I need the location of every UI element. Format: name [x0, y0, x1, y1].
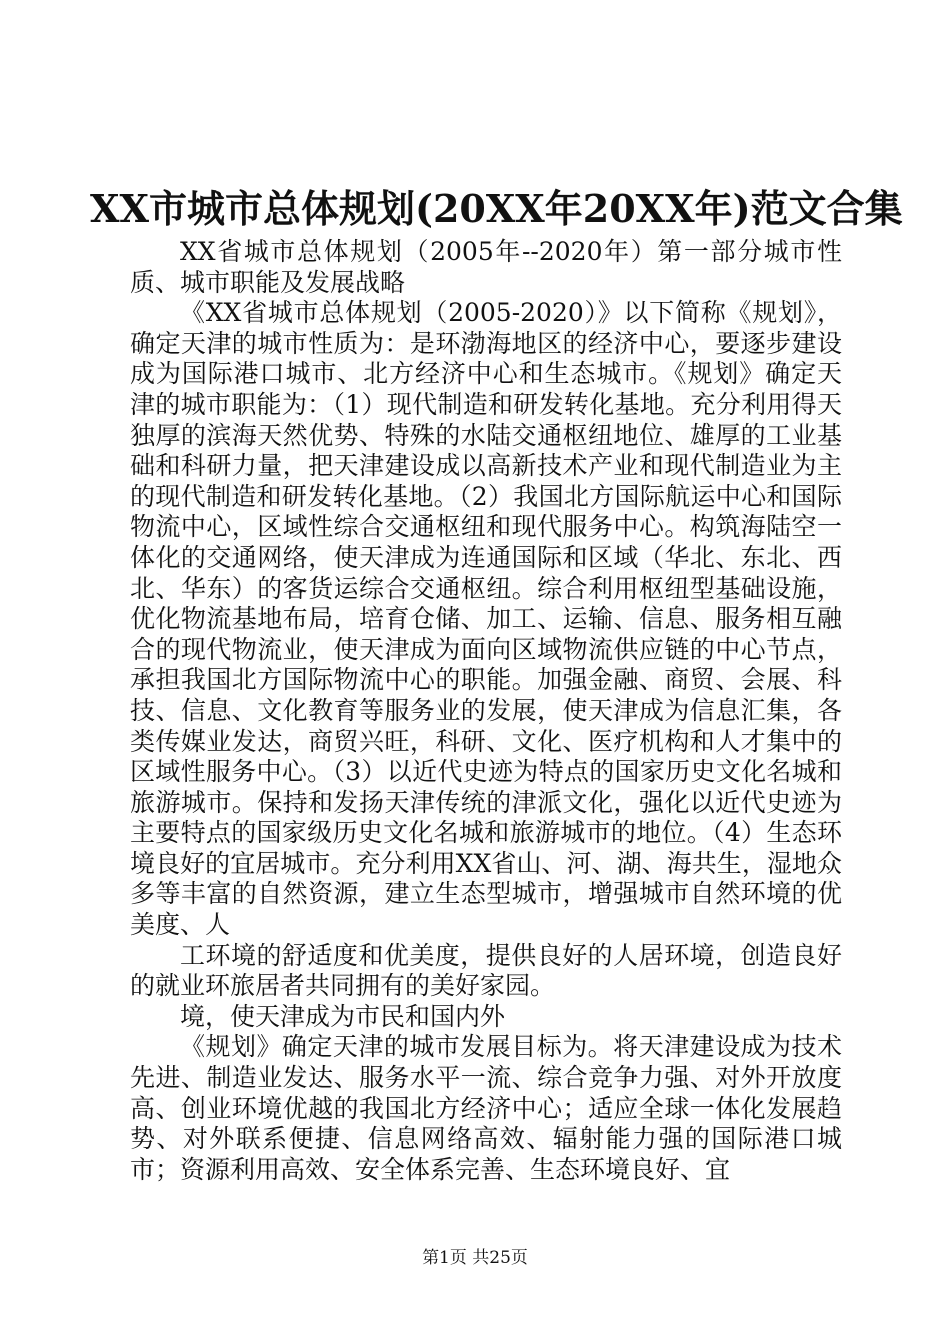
paragraph-3: 工环境的舒适度和优美度，提供良好的人居环境，创造良好的就业环旅居者共同拥有的美好家园。: [130, 940, 842, 1001]
document-title: XX市城市总体规划(20XX年20XX年)范文合集: [90, 186, 903, 231]
document-body: [130, 237, 842, 1185]
page-footer: 第1页 共25页: [422, 1248, 528, 1268]
paragraph-5: 《规划》确定天津的城市发展目标为。将天津建设成为技术先进、制造业发达、服务水平一流、综合竞争力强、对外开放度高、创业环境优越的我国北方经济中心；适应全球一体化发展趋势、对外联系便捷、信息网络高效、辐射能力强的国际港口城市；资源利用高效、安全体系完善、生态环境良好、宜: [130, 1032, 842, 1184]
paragraph-4: 境，使天津成为市民和国内外: [180, 1001, 506, 1031]
paragraph-2: 《XX省城市总体规划（2005-2020）》以下简称《规划》，确定天津的城市性质为：是环渤海地区的经济中心，要逐步建设成为国际港口城市、北方经济中心和生态城市。《规划》确定天津的城市职能为：（1）现代制造和研发转化基地。充分利用得天独厚的滨海天然优势、特殊的水陆交通枢纽地位、雄厚的工业基础和科研力量，把天津建设成以高新技术产业和现代制造业为主的现代制造和研发转化基地。（2）我国北方国际航运中心和国际物流中心，区域性综合交通枢纽和现代服务中心。构筑海陆空一体化的交通网络，使天津成为连通国际和区域（华北、东北、西北、华东）的客货运综合交通枢纽。综合利用枢纽型基础设施，优化物流基地布局，培育仓储、加工、运输、信息、服务相互融合的现代物流业，使天津成为面向区域物流供应链的中心节点，承担我国北方国际物流中心的职能。加强金融、商贸、会展、科技、信息、文化教育等服务业的发展，使天津成为信息汇集，各类传媒业发达，商贸兴旺，科研、文化、医疗机构和人才集中的区域性服务中心。（3）以近代史迹为特点的国家历史文化名城和旅游城市。保持和发扬天津传统的津派文化，强化以近代史迹为主要特点的国家级历史文化名城和旅游城市的地位。（4）生态环境良好的宜居城市。充分利用XX省山、河、湖、海共生，湿地众多等丰富的自然资源，建立生态型城市，增强城市自然环境的优美度、人: [130, 298, 842, 940]
paragraph-1: XX省城市总体规划（2005年--2020年）第一部分城市性质、城市职能及发展战略: [130, 237, 842, 297]
